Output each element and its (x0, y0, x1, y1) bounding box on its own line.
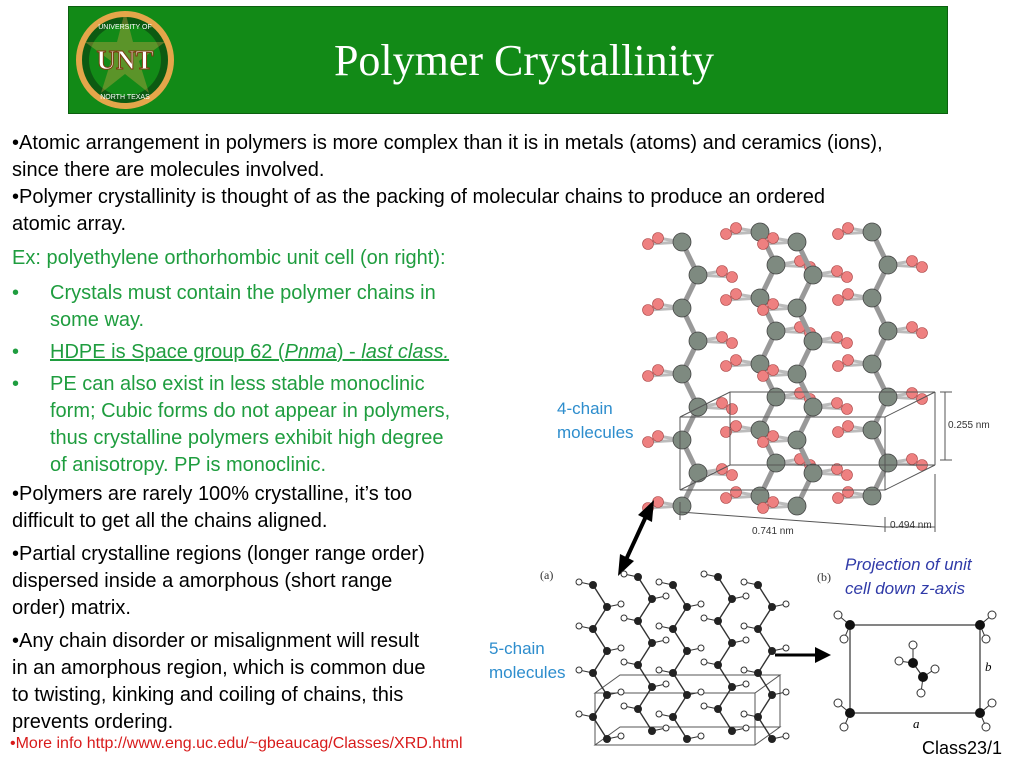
hydrogen-atom (621, 703, 627, 709)
hydrogen-atom (717, 398, 728, 409)
bullet-1-line1: Crystals must contain the polymer chains in (50, 282, 436, 304)
hydrogen-atom (698, 601, 704, 607)
hydrogen-atom (663, 593, 669, 599)
hydrogen-atom (741, 667, 747, 673)
hydrogen-atom (840, 635, 848, 643)
hydrogen-atom (768, 365, 779, 376)
carbon-atom (767, 454, 785, 472)
carbon-atom (845, 708, 855, 718)
carbon-atom (728, 727, 736, 735)
hydrogen-atom (656, 623, 662, 629)
carbon-atom (669, 625, 677, 633)
header-banner (68, 6, 948, 114)
bullet-marker: • (12, 373, 20, 395)
example-bullet-3 (0, 371, 520, 481)
hydrogen-atom (701, 703, 707, 709)
hydrogen-atom (717, 266, 728, 277)
carbon-atom (788, 233, 806, 251)
pe-unit-cell-figure (640, 212, 990, 542)
carbon-atom (689, 398, 707, 416)
hydrogen-atom (743, 725, 749, 731)
hydrogen-atom (931, 665, 939, 673)
carbon-atom (648, 639, 656, 647)
hydrogen-atom (768, 299, 779, 310)
carbon-atom (768, 691, 776, 699)
projection-label-2: cell down z-axis (845, 579, 965, 598)
carbon-atom (669, 713, 677, 721)
carbon-atom (751, 355, 769, 373)
carbon-atom (683, 691, 691, 699)
hydrogen-atom (842, 470, 853, 481)
hydrogen-atom (833, 427, 844, 438)
example-heading: Ex: polyethylene orthorhombic unit cell (on right): (12, 247, 446, 269)
carbon-atom (589, 669, 597, 677)
hydrogen-atom (988, 611, 996, 619)
carbon-atom (603, 691, 611, 699)
carbon-atom (918, 672, 928, 682)
carbon-atom (754, 669, 762, 677)
carbon-atom (589, 581, 597, 589)
hydrogen-atom (833, 229, 844, 240)
bullet-3-line3: thus crystalline polymers exhibit high degree (50, 427, 444, 449)
carbon-atom (751, 421, 769, 439)
carbon-atom (804, 398, 822, 416)
intro-p1-line1: •Atomic arrangement in polymers is more complex than it is in metals (atoms) and ceramics (ions), (12, 132, 883, 154)
hydrogen-atom (727, 272, 738, 283)
hydrogen-atom (621, 615, 627, 621)
carbon-atom (689, 266, 707, 284)
carbon-atom (767, 256, 785, 274)
point-2-line1: •Partial crystalline regions (longer range order) (12, 543, 425, 565)
hydrogen-atom (768, 233, 779, 244)
hydrogen-atom (833, 361, 844, 372)
hydrogen-atom (621, 659, 627, 665)
carbon-atom (634, 573, 642, 581)
hydrogen-atom (895, 657, 903, 665)
example-bullet-1 (0, 280, 520, 340)
hydrogen-atom (917, 262, 928, 273)
carbon-atom (714, 705, 722, 713)
carbon-atom (863, 355, 881, 373)
hydrogen-atom (741, 623, 747, 629)
carbon-atom (754, 625, 762, 633)
carbon-atom (673, 233, 691, 251)
axis-a-label: a (913, 716, 920, 731)
carbon-atom (589, 713, 597, 721)
carbon-atom (673, 299, 691, 317)
label-4chain-1: 4-chain (557, 399, 613, 418)
example-bullet-2 (0, 339, 520, 369)
intro-p2-line2: atomic array. (12, 213, 127, 235)
carbon-atom (634, 617, 642, 625)
carbon-atom (845, 620, 855, 630)
hydrogen-atom (907, 256, 918, 267)
carbon-atom (589, 625, 597, 633)
hydrogen-atom (618, 733, 624, 739)
hydrogen-atom (701, 659, 707, 665)
hydrogen-atom (576, 667, 582, 673)
hydrogen-atom (656, 711, 662, 717)
carbon-atom (673, 365, 691, 383)
carbon-atom (788, 299, 806, 317)
hydrogen-atom (843, 355, 854, 366)
logo-text: UNT (96, 45, 154, 75)
hydrogen-atom (643, 437, 654, 448)
hydrogen-atom (842, 338, 853, 349)
carbon-atom (634, 661, 642, 669)
hydrogen-atom (653, 233, 664, 244)
bullet-marker: • (12, 341, 20, 363)
hydrogen-atom (618, 601, 624, 607)
hydrogen-atom (843, 421, 854, 432)
bullet-3-line4: of anisotropy. PP is monoclinic. (50, 454, 327, 476)
carbon-atom (975, 620, 985, 630)
label-5chain-1: 5-chain (489, 639, 545, 658)
hydrogen-atom (743, 637, 749, 643)
carbon-atom (728, 595, 736, 603)
hydrogen-atom (727, 338, 738, 349)
hydrogen-atom (727, 470, 738, 481)
point-1-line1: •Polymers are rarely 100% crystalline, it’s too (12, 483, 413, 505)
hydrogen-atom (758, 239, 769, 250)
carbon-atom (648, 683, 656, 691)
carbon-atom (908, 658, 918, 668)
hydrogen-atom (653, 365, 664, 376)
hydrogen-atom (576, 711, 582, 717)
hydrogen-atom (731, 223, 742, 234)
hydrogen-atom (907, 322, 918, 333)
bullet-1-line2: some way. (50, 309, 145, 331)
projection-cell (850, 625, 980, 713)
hydrogen-atom (717, 332, 728, 343)
hydrogen-atom (842, 272, 853, 283)
hydrogen-atom (832, 266, 843, 277)
carbon-atom (788, 497, 806, 515)
hydrogen-atom (843, 289, 854, 300)
carbon-atom (689, 464, 707, 482)
hydrogen-atom (698, 733, 704, 739)
hydrogen-atom (618, 689, 624, 695)
carbon-atom (754, 713, 762, 721)
hydrogen-atom (909, 641, 917, 649)
hydrogen-atom (576, 623, 582, 629)
hydrogen-atom (741, 579, 747, 585)
hydrogen-atom (721, 229, 732, 240)
hydrogen-atom (656, 579, 662, 585)
carbon-atom (714, 617, 722, 625)
hydrogen-atom (643, 305, 654, 316)
hydrogen-atom (576, 579, 582, 585)
hydrogen-atom (731, 421, 742, 432)
logo-ring-bottom: NORTH TEXAS (100, 94, 150, 101)
intro-p2-line1: •Polymer crystallinity is thought of as the packing of molecular chains to produce an ordered (12, 186, 825, 208)
projection-label-1: Projection of unit (845, 555, 972, 574)
carbon-atom (767, 322, 785, 340)
hydrogen-atom (698, 645, 704, 651)
intro-p1-line2: since there are molecules involved. (12, 159, 325, 181)
hydrogen-atom (721, 361, 732, 372)
hydrogen-atom (768, 431, 779, 442)
point-3-line4: prevents ordering. (12, 711, 174, 733)
dim-c-label: 0.255 nm (948, 420, 990, 431)
hydrogen-atom (917, 328, 928, 339)
carbon-atom (804, 332, 822, 350)
carbon-atom (603, 647, 611, 655)
hydrogen-atom (731, 487, 742, 498)
label-4chain-2: molecules (557, 423, 634, 442)
carbon-atom (669, 581, 677, 589)
hydrogen-atom (721, 493, 732, 504)
carbon-atom (751, 289, 769, 307)
hydrogen-atom (832, 332, 843, 343)
hydrogen-atom (907, 454, 918, 465)
carbon-atom (975, 708, 985, 718)
carbon-atom (804, 266, 822, 284)
hydrogen-atom (758, 371, 769, 382)
hydrogen-atom (643, 239, 654, 250)
carbon-atom (669, 669, 677, 677)
hydrogen-atom (743, 593, 749, 599)
hydrogen-atom (917, 689, 925, 697)
logo-ring-top: UNIVERSITY OF (98, 24, 152, 31)
carbon-atom (804, 464, 822, 482)
hydrogen-atom (621, 571, 627, 577)
carbon-atom (754, 581, 762, 589)
carbon-atom (788, 431, 806, 449)
carbon-atom (648, 595, 656, 603)
hydrogen-atom (982, 635, 990, 643)
carbon-atom (603, 735, 611, 743)
carbon-atom (683, 735, 691, 743)
carbon-atom (714, 661, 722, 669)
point-3-line2: in an amorphous region, which is common due (12, 657, 426, 679)
hydrogen-atom (731, 355, 742, 366)
hydrogen-atom (843, 487, 854, 498)
slide-number: Class23/1 (922, 738, 1003, 758)
hydrogen-atom (656, 667, 662, 673)
carbon-atom (768, 735, 776, 743)
bullet-3-line1: PE can also exist in less stable monoclinic (50, 373, 425, 395)
point-2-line2: dispersed inside a amorphous (short range (12, 570, 393, 592)
hydrogen-atom (783, 689, 789, 695)
projection-figure (815, 565, 1015, 735)
dim-b-label: 0.494 nm (890, 520, 932, 531)
carbon-atom (879, 322, 897, 340)
carbon-atom (788, 365, 806, 383)
hydrogen-atom (701, 571, 707, 577)
hydrogen-atom (832, 398, 843, 409)
hydrogen-atom (783, 601, 789, 607)
carbon-atom (751, 223, 769, 241)
hydrogen-atom (643, 371, 654, 382)
bullet-3-line2: form; Cubic forms do not appear in polymers, (50, 400, 451, 422)
bullet-2-text[interactable]: HDPE is Space group 62 (Pnma) - last class. (50, 341, 450, 363)
hydrogen-atom (907, 388, 918, 399)
carbon-atom (714, 573, 722, 581)
point-3-line3: to twisting, kinking and coiling of chains, this (12, 684, 404, 706)
carbon-atom (728, 683, 736, 691)
carbon-atom (634, 705, 642, 713)
hydrogen-atom (758, 503, 769, 514)
hydrogen-atom (758, 305, 769, 316)
hydrogen-atom (758, 437, 769, 448)
carbon-atom (879, 454, 897, 472)
label-5chain-2: molecules (489, 663, 566, 682)
hydrogen-atom (833, 295, 844, 306)
carbon-atom (673, 431, 691, 449)
carbon-atom (879, 388, 897, 406)
carbon-atom (683, 647, 691, 655)
hydrogen-atom (834, 699, 842, 707)
page-title: Polymer Crystallinity (333, 36, 715, 85)
dim-a-label: 0.741 nm (752, 526, 794, 537)
point-2-line3: order) matrix. (12, 597, 131, 619)
hydrogen-atom (843, 223, 854, 234)
hydrogen-atom (663, 681, 669, 687)
hydrogen-atom (741, 711, 747, 717)
carbon-atom (863, 289, 881, 307)
carbon-atom (768, 603, 776, 611)
hydrogen-atom (982, 723, 990, 731)
hydrogen-atom (698, 689, 704, 695)
five-chain-molecules (576, 571, 789, 743)
more-info-link[interactable]: •More info http://www.eng.uc.edu/~gbeaucag/Classes/XRD.html (10, 735, 463, 752)
hydrogen-atom (768, 497, 779, 508)
hydrogen-atom (653, 431, 664, 442)
hydrogen-atom (833, 493, 844, 504)
carbon-atom (863, 421, 881, 439)
hydrogen-atom (618, 645, 624, 651)
hydrogen-atom (663, 637, 669, 643)
bullet-marker: • (12, 282, 20, 304)
axis-b-label: b (985, 659, 992, 674)
hydrogen-atom (840, 723, 848, 731)
hydrogen-atom (721, 295, 732, 306)
hydrogen-atom (663, 725, 669, 731)
point-3-line1: •Any chain disorder or misalignment will result (12, 630, 420, 652)
carbon-atom (689, 332, 707, 350)
carbon-atom (879, 256, 897, 274)
panel-a-label: (a) (540, 568, 554, 582)
hydrogen-atom (701, 615, 707, 621)
point-1-line2: difficult to get all the chains aligned. (12, 510, 328, 532)
carbon-atom (683, 603, 691, 611)
carbon-atom (603, 603, 611, 611)
hydrogen-atom (653, 299, 664, 310)
carbon-atom (767, 388, 785, 406)
hydrogen-atom (743, 681, 749, 687)
carbon-atom (863, 223, 881, 241)
hydrogen-atom (727, 404, 738, 415)
hydrogen-atom (731, 289, 742, 300)
carbon-atom (728, 639, 736, 647)
panel-b-label: (b) (817, 570, 831, 584)
hydrogen-atom (834, 611, 842, 619)
hydrogen-atom (988, 699, 996, 707)
hydrogen-atom (842, 404, 853, 415)
hydrogen-atom (783, 733, 789, 739)
carbon-atom (648, 727, 656, 735)
